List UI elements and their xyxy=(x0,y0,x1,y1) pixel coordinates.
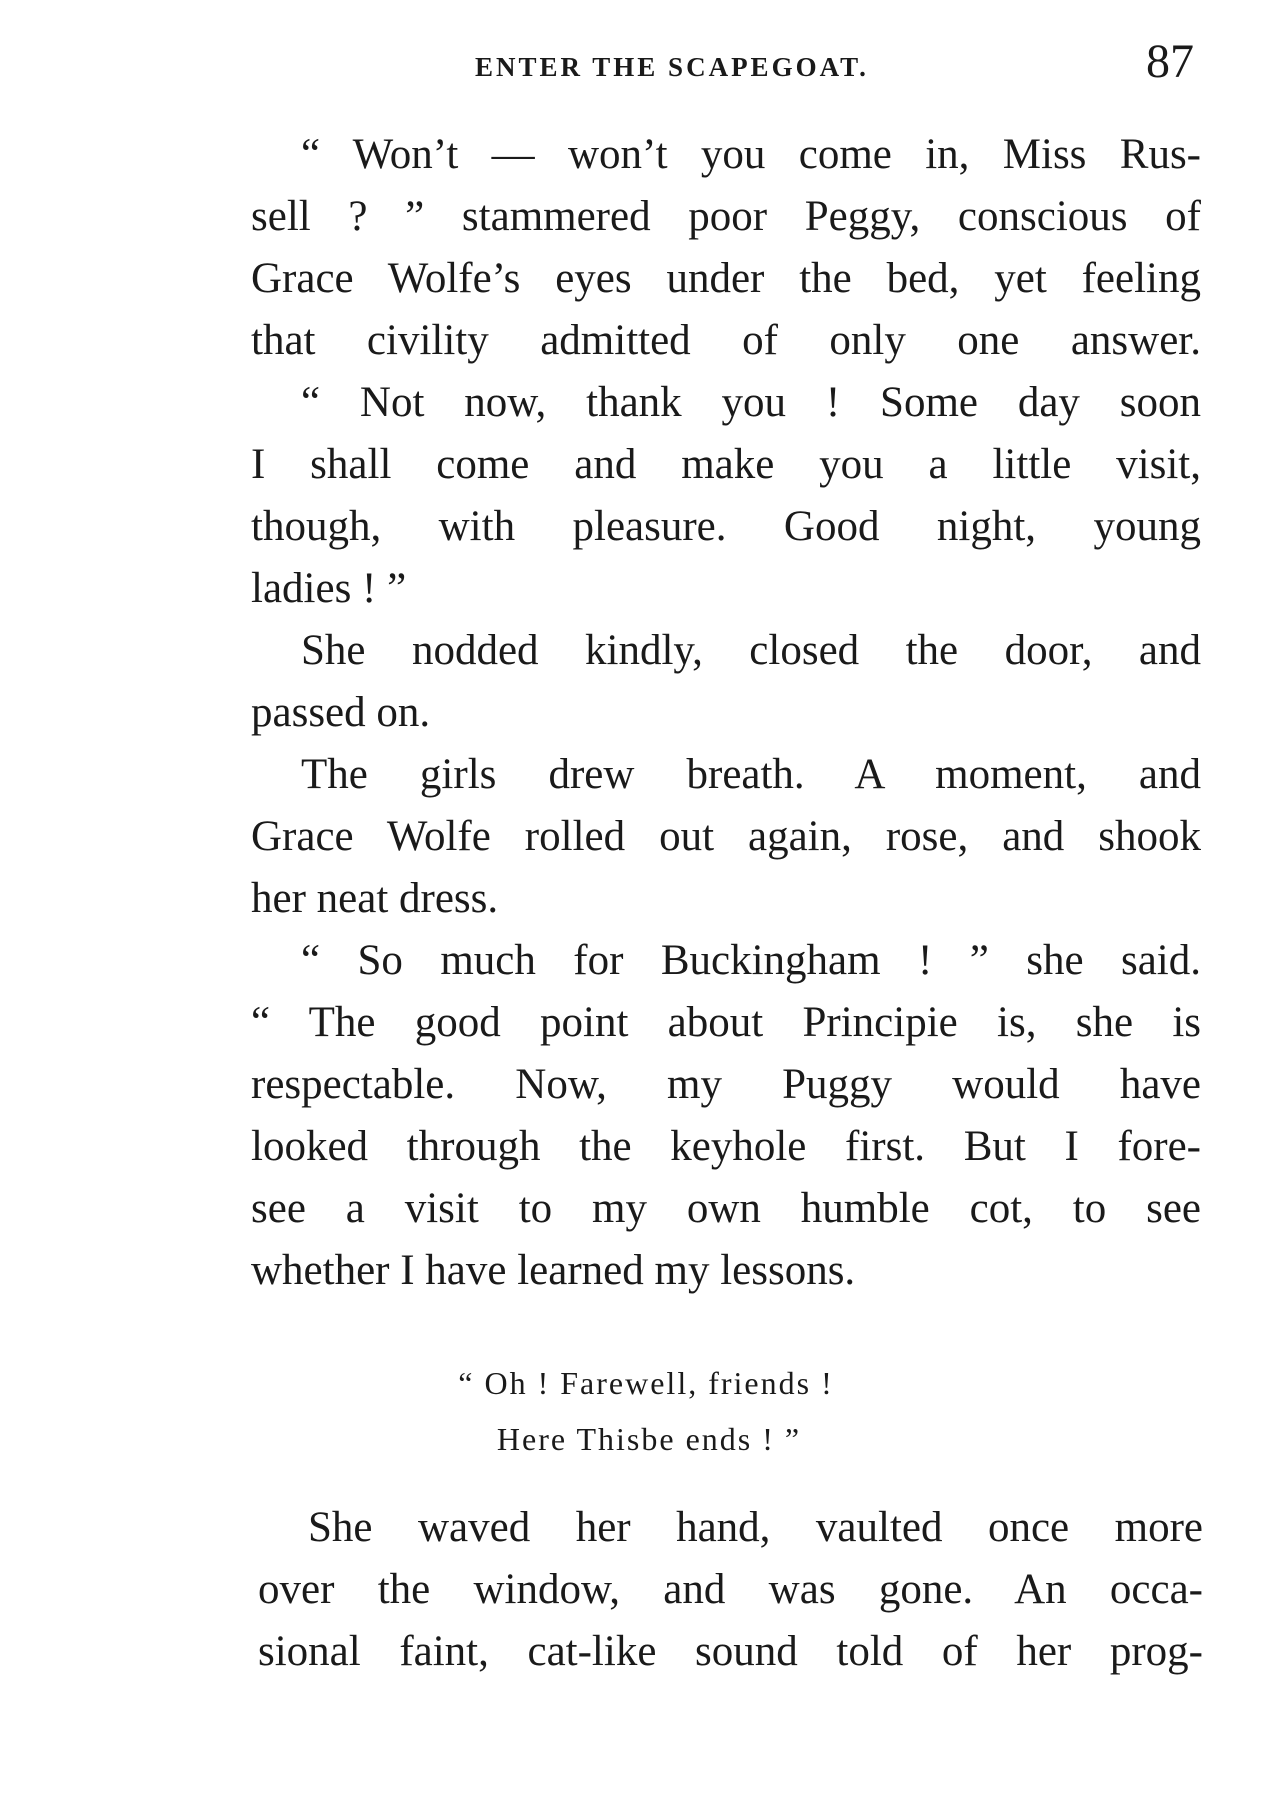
verse-quote xyxy=(0,1355,1262,1467)
text-line: respectable. Now, my Puggy would have xyxy=(251,1061,1201,1108)
text-line: Grace Wolfe’s eyes under the bed, yet feeling xyxy=(251,255,1201,302)
text-line: “ Won’t — won’t you come in, Miss Rus- xyxy=(301,131,1201,178)
page-number: 87 xyxy=(1146,35,1194,88)
text-line: “ So much for Buckingham ! ” she said. xyxy=(301,937,1201,984)
text-line: Grace Wolfe rolled out again, rose, and shook xyxy=(251,813,1201,860)
text-line: “ The good point about Principie is, she is xyxy=(251,999,1201,1046)
text-line: sell ? ” stammered poor Peggy, conscious of xyxy=(251,193,1201,240)
text-line: She waved her hand, vaulted once more xyxy=(308,1504,1203,1551)
text-line: her neat dress. xyxy=(251,875,499,922)
body-text xyxy=(251,124,1201,1302)
text-line: though, with pleasure. Good night, young xyxy=(251,503,1201,550)
running-title: ENTER THE SCAPEGOAT. xyxy=(475,52,869,82)
text-line: over the window, and was gone. An occa- xyxy=(258,1566,1203,1613)
text-line: passed on. xyxy=(251,689,431,736)
text-line: ladies ! ” xyxy=(251,565,407,612)
text-line: whether I have learned my lessons. xyxy=(251,1247,856,1294)
text-line: I shall come and make you a little visit, xyxy=(251,441,1201,488)
text-line: that civility admitted of only one answer. xyxy=(251,317,1201,364)
verse-line: “ Oh ! Farewell, friends ! xyxy=(458,1365,834,1401)
text-line: “ Not now, thank you ! Some day soon xyxy=(301,379,1201,426)
text-line: The girls drew breath. A moment, and xyxy=(301,751,1201,798)
closing-text xyxy=(258,1497,1203,1683)
text-line: looked through the keyhole first. But I fore- xyxy=(251,1123,1201,1170)
running-head xyxy=(250,35,1198,102)
verse-line: Here Thisbe ends ! ” xyxy=(496,1421,802,1457)
text-line: sional faint, cat-like sound told of her prog- xyxy=(258,1628,1203,1675)
text-line: see a visit to my own humble cot, to see xyxy=(251,1185,1201,1232)
text-line: She nodded kindly, closed the door, and xyxy=(301,627,1201,674)
